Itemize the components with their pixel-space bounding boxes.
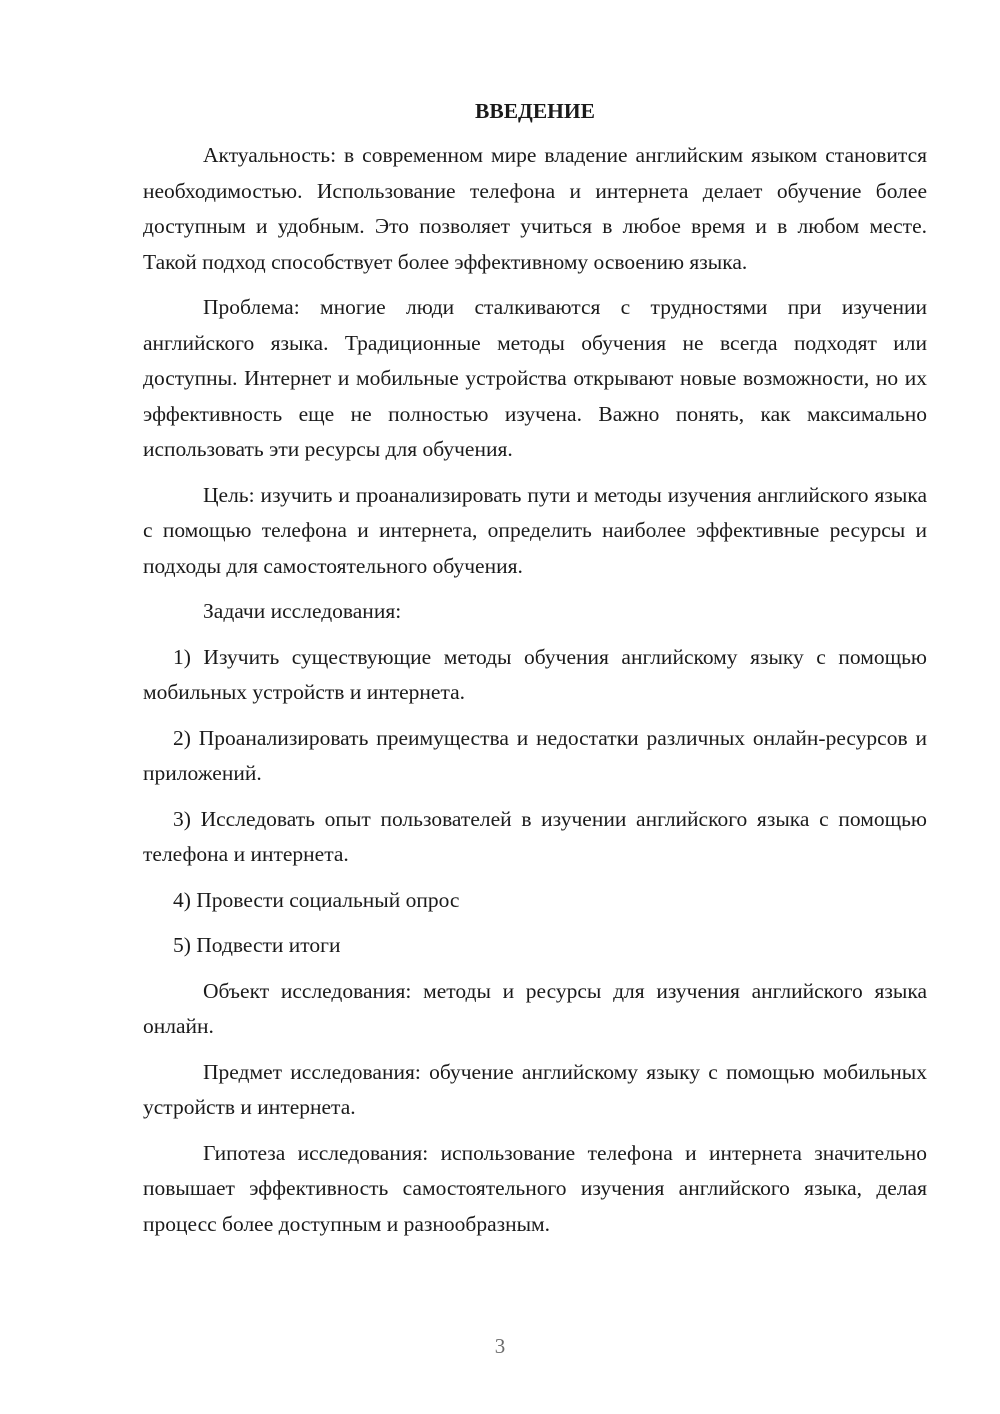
tasks-heading: Задачи исследования: xyxy=(203,599,402,623)
relevance-paragraph: Актуальность: в современном мире владение английским языком становится необходимостью. Использование телефона и интернета делает обучение более доступным и удобным. Это позволяет учиться в любое время и в любом месте. Такой подход способствует более эффективному освоению языка. xyxy=(143,143,927,274)
document-page xyxy=(143,94,927,1252)
task-item-5: 5) Подвести итоги xyxy=(173,933,341,957)
page-number: 3 xyxy=(494,1334,506,1358)
goal-paragraph: Цель: изучить и проанализировать пути и методы изучения английского языка с помощью телефона и интернета, определить наиболее эффективные ресурсы и подходы для самостоятельного обучения. xyxy=(143,482,927,578)
object-paragraph: Объект исследования: методы и ресурсы для изучения английского языка онлайн. xyxy=(143,978,927,1038)
task-item-3: 3) Исследовать опыт пользователей в изучении английского языка с помощью телефона и интернета. xyxy=(143,806,927,866)
task-item-1: 1) Изучить существующие методы обучения английскому языку с помощью мобильных устройств и интернета. xyxy=(143,644,927,704)
page-title: ВВЕДЕНИЕ xyxy=(475,99,595,123)
subject-paragraph: Предмет исследования: обучение английскому языку с помощью мобильных устройств и интернета. xyxy=(143,1059,927,1119)
problem-paragraph: Проблема: многие люди сталкиваются с трудностями при изучении английского языка. Традиционные методы обучения не всегда подходят или доступны. Интернет и мобильные устройства открывают новые возможности, но их эффективность еще не полностью изучена. Важно понять, как максимально использовать эти ресурсы для обучения. xyxy=(143,295,927,461)
task-item-4: 4) Провести социальный опрос xyxy=(173,887,460,912)
hypothesis-paragraph: Гипотеза исследования: использование телефона и интернета значительно повышает эффективность самостоятельного изучения английского языка, делая процесс более доступным и разнообразным. xyxy=(143,1140,927,1236)
task-item-2: 2) Проанализировать преимущества и недостатки различных онлайн-ресурсов и приложений. xyxy=(143,725,927,785)
